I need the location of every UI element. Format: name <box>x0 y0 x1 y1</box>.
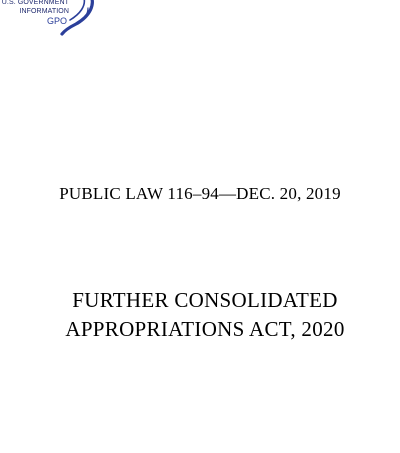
public-law-heading: PUBLIC LAW 116–94—DEC. 20, 2019 <box>59 184 341 203</box>
gpo-logo <box>0 0 110 44</box>
act-title-line-2: APPROPRIATIONS ACT, 2020 <box>65 317 345 341</box>
logo-gpo-text: GPO <box>47 16 68 26</box>
act-title <box>0 286 400 344</box>
act-title-line-1: FURTHER CONSOLIDATED <box>72 288 338 312</box>
eagle-icon <box>60 0 100 38</box>
logo-line-government: U.S. GOVERNMENT <box>1 0 69 6</box>
logo-line-information: INFORMATION <box>19 8 69 15</box>
